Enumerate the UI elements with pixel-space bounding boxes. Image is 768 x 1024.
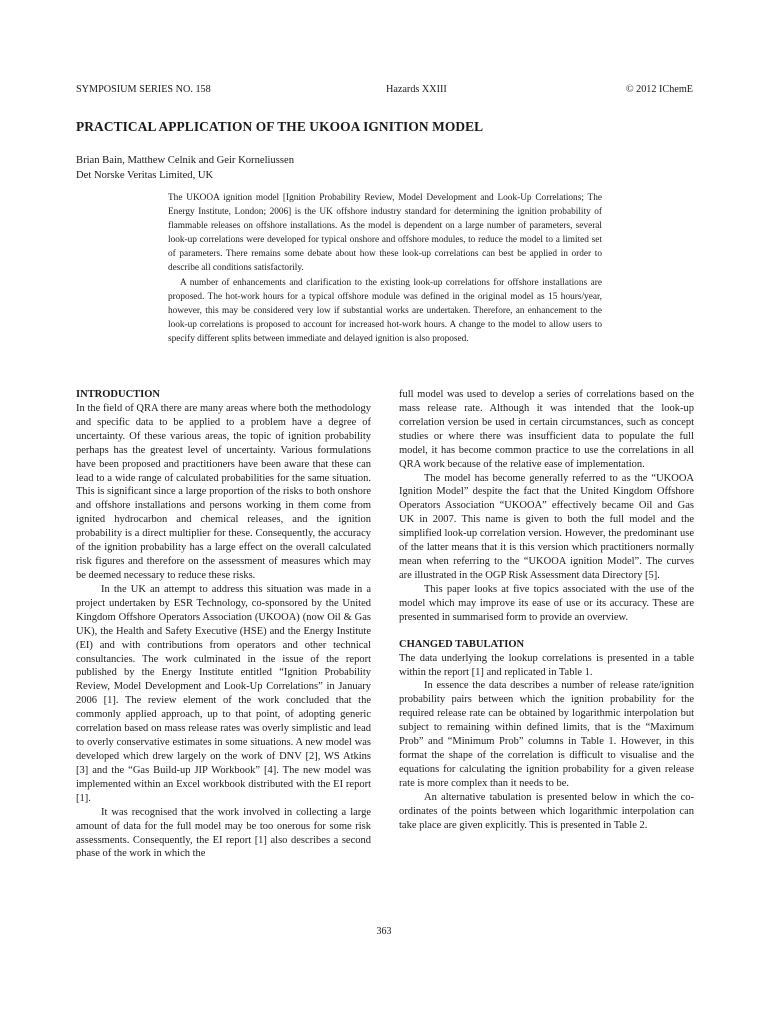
author-names: Brian Bain, Matthew Celnik and Geir Korneliussen — [76, 155, 295, 166]
author-affiliation: Det Norske Veritas Limited, UK — [76, 170, 214, 181]
changed-tabulation-paragraph-3: An alternative tabulation is presented below in which the co-ordinates of the points between which logarithmic interpolation can take place are given explicitly. This is presented in Table 2. — [399, 791, 694, 831]
introduction-paragraph-4: The model has become generally referred to as the “UKOOA Ignition Model” despite the fact that the United Kingdom Offshore Operators Association “UKOOA” effectively became Oil and Gas UK in 2007. This name is given to both the full model and the simplified look-up correlation version. However, the predominant use of the latter means that it is this version which practitioners normally mean when referring to the “UKOOA ignition Model”. The curves are illustrated in the OGP Risk Assessment data Directory [5]. — [399, 472, 694, 581]
paper-title: PRACTICAL APPLICATION OF THE UKOOA IGNITION MODEL — [76, 119, 484, 134]
changed-tabulation-paragraph-1: The data underlying the lookup correlations is presented in a table within the report [1] and replicated in Table 1. — [399, 652, 694, 678]
introduction-paragraph-2: In the UK an attempt to address this situation was made in a project undertaken by ESR Technology, co-sponsored by the United Kingdom Offshore Operators Association (UKOOA) (now Oil & Gas UK), the Health and Safety Executive (HSE) and the Energy Institute (EI) and with contributions from operators and other technical consultancies. The work culminated in the issue of the report published by the Energy Institute entitled “Ignition Probability Review, Model Development and Look-Up Correlations” in January 2006 [1]. The review element of the work concluded that the commonly applied approach, up to that point, of adopting generic correlation based on mass release rates was overly simplistic and lead to overly conservative estimates in some situations. A new model was developed which drew largely on the work of DNV [2], WS Atkins [3] and the “Gas Build-up JIP Workbook” [4]. The new model was implemented within an Excel workbook distributed with the EI report [1]. — [76, 583, 371, 804]
abstract-paragraph-1: The UKOOA ignition model [Ignition Probability Review, Model Development and Look-Up Correlations; The Energy Institute, London; 2006] is the UK offshore industry standard for determining the ignition probability of flammable releases on offshore installations. As the model is dependent on a large number of parameters, several look-up correlations were developed for typical onshore and offshore modules, to reduce the model to a limited set of parameters. There remains some debate about how these look-up correlations can best be applied in order to describe all conditions satisfactorily. — [168, 193, 602, 274]
right-column — [399, 388, 694, 833]
changed-tabulation-paragraph-2: In essence the data describes a number of release rate/ignition probability pairs between which the ignition probability for the required release rate can be obtained by logarithmic interpolation but subject to remaining within defined limits, that is the “Maximum Prob” and “Minimum Prob” columns in Table 1. However, in this format the shape of the correlation is difficult to visualise and the equations for calculating the ignition probability for a given release rate is more complex than it needs to be. — [399, 680, 694, 789]
copyright-label: © 2012 IChemE — [625, 84, 693, 95]
abstract-paragraph-2: A number of enhancements and clarification to the existing look-up correlations for offshore installations are proposed. The hot-work hours for a typical offshore module was defined in the original model as 15 hours/year, however, this may be considered very low if substantial works are undertaken. Therefore, an enhancement to the look-up correlations is proposed to account for increased hot-work hours. A change to the model to allow users to specify different splits between immediate and delayed ignition is also proposed. — [168, 277, 602, 344]
introduction-heading: INTRODUCTION — [76, 389, 161, 400]
left-column — [76, 388, 371, 861]
page-number: 363 — [376, 926, 392, 937]
introduction-paragraph-3-start: It was recognised that the work involved in collecting a large amount of data for the full model may be too onerous for some risk assessments. Consequently, the EI report [1] also describes a second phase of the work in which the — [76, 806, 371, 860]
series-label: SYMPOSIUM SERIES NO. 158 — [76, 84, 211, 95]
abstract — [168, 191, 602, 346]
conference-label: Hazards XXIII — [386, 84, 447, 95]
introduction-paragraph-5: This paper looks at five topics associated with the use of the model which may improve its ease of use or its accuracy. These are presented in summarised form to provide an overview. — [399, 583, 694, 623]
introduction-paragraph-3-continued: full model was used to develop a series of correlations based on the mass release rate. Although it was intended that the look-up correlation version be used in certain circumstances, such as concept studies or where there was insufficient data to populate the full model, it has become common practice to use the correlations in all QRA work because of the relative ease of implementation. — [399, 389, 694, 470]
author-block — [76, 153, 294, 183]
changed-tabulation-heading: CHANGED TABULATION — [399, 638, 525, 650]
running-header — [76, 84, 693, 98]
introduction-paragraph-1: In the field of QRA there are many areas where both the methodology and specific data to be applied to a problem have a degree of uncertainty. Of these various areas, the topic of ignition probability perhaps has the greatest level of uncertainty. Various formulations have been proposed and practitioners have been aware that these can lead to a wide range of calculated probabilities for the same situation. This is significant since a large proportion of the risks to both onshore and offshore installations and persons working in them come from ignited hydrocarbon and chemical releases, and the ignition probability is a direct multiplier for these. Consequently, the accuracy of the ignition probability has a large effect on the overall calculated risk figures and therefore on the assessment of measures which may be deemed necessary to reduce these risks. — [76, 402, 371, 581]
